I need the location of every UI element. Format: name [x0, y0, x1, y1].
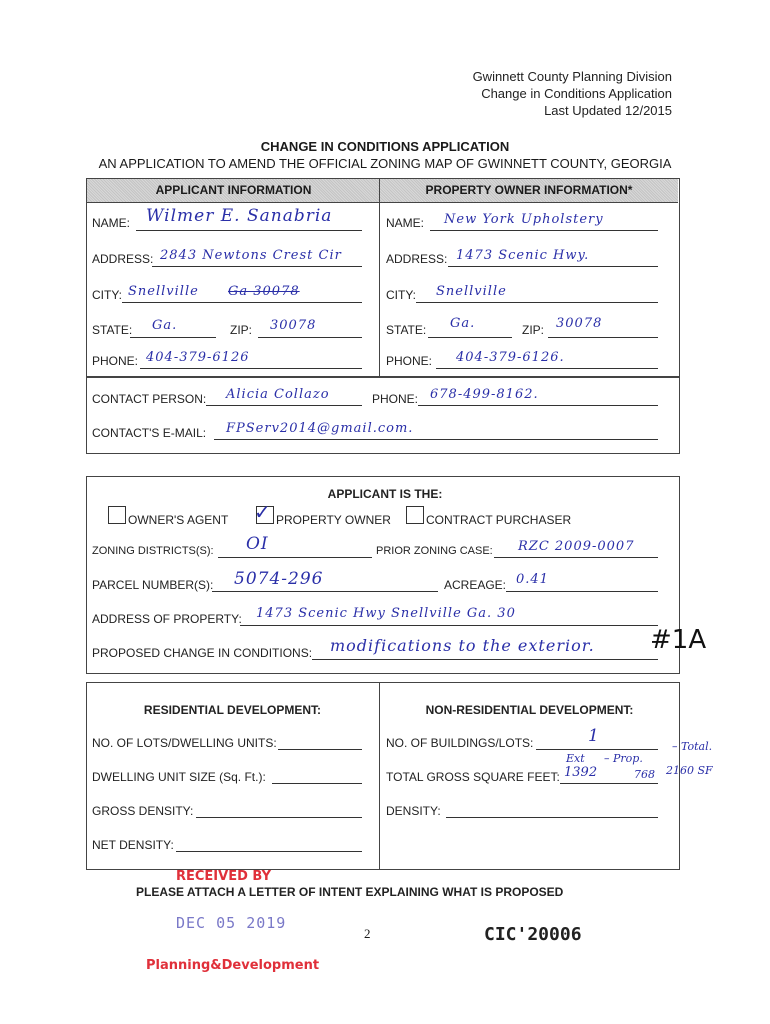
acreage-line	[506, 591, 658, 592]
proposed-change-line	[312, 659, 658, 660]
contact-phone-value[interactable]: 678-499-8162.	[430, 387, 539, 402]
applicant-phone-line	[140, 368, 362, 369]
owners-agent-label: OWNER'S AGENT	[128, 513, 229, 527]
applicant-name-label: NAME:	[92, 216, 131, 230]
sqft-ext-value[interactable]: 1392	[564, 765, 598, 780]
net-density-line	[176, 851, 362, 852]
received-stamp: RECEIVED BY	[176, 869, 272, 884]
applicant-phone-label: PHONE:	[92, 354, 139, 368]
owner-state-value[interactable]: Ga.	[450, 316, 476, 331]
case-number-stamp: CIC'20006	[484, 924, 582, 945]
header-updated: Last Updated 12/2015	[544, 103, 672, 118]
zoning-districts-label: ZONING DISTRICTS(S):	[92, 545, 214, 557]
owner-address-line	[448, 266, 658, 267]
proposed-change-label: PROPOSED CHANGE IN CONDITIONS:	[92, 646, 313, 660]
applicant-state-line	[130, 337, 216, 338]
prior-zoning-line	[494, 557, 658, 558]
owner-zip-line	[548, 337, 658, 338]
letter-of-intent-instruction: PLEASE ATTACH A LETTER OF INTENT EXPLAINING WHAT IS PROPOSED	[136, 885, 564, 899]
applicant-city-struck: Ga 30078	[228, 284, 300, 299]
department-stamp: Planning&Development	[146, 958, 320, 973]
owner-address-label: ADDRESS:	[386, 252, 448, 266]
lots-line	[278, 749, 362, 750]
buildings-line	[536, 749, 658, 750]
applicant-heading: APPLICANT INFORMATION	[87, 179, 380, 203]
owner-name-value[interactable]: New York Upholstery	[444, 212, 604, 227]
buildings-label: NO. OF BUILDINGS/LOTS:	[386, 736, 534, 750]
owner-phone-label: PHONE:	[386, 354, 433, 368]
contact-section	[86, 376, 680, 454]
owner-city-value[interactable]: Snellville	[436, 284, 507, 299]
property-address-label: ADDRESS OF PROPERTY:	[92, 612, 242, 626]
applicant-zip-line	[258, 337, 362, 338]
nonresidential-heading: NON-RESIDENTIAL DEVELOPMENT:	[425, 703, 634, 717]
unit-size-line	[272, 783, 362, 784]
parcel-line	[212, 591, 438, 592]
sqft-prop-value[interactable]: 768	[634, 768, 655, 781]
form-title: CHANGE IN CONDITIONS APPLICATION	[260, 139, 510, 154]
page-number: 2	[364, 926, 371, 941]
owner-address-value[interactable]: 1473 Scenic Hwy.	[456, 248, 590, 263]
applicant-city-line	[122, 302, 362, 303]
applicant-address-label: ADDRESS:	[92, 252, 154, 266]
contact-email-line	[214, 439, 658, 440]
gross-density-line	[196, 817, 362, 818]
owner-state-line	[428, 337, 512, 338]
owner-city-label: CITY:	[386, 288, 417, 302]
contract-purchaser-label: CONTRACT PURCHASER	[426, 513, 572, 527]
owner-heading: PROPERTY OWNER INFORMATION*	[380, 179, 678, 203]
header-division: Gwinnett County Planning Division	[472, 69, 672, 84]
applicant-city-value[interactable]: Snellville	[128, 284, 199, 299]
contact-phone-label: PHONE:	[372, 392, 419, 406]
owners-agent-checkbox[interactable]	[108, 506, 126, 524]
property-owner-checkmark: ✓	[254, 500, 272, 524]
lots-label: NO. OF LOTS/DWELLING UNITS:	[92, 736, 277, 750]
sqft-prop-note: – Prop.	[604, 752, 643, 765]
header-block	[473, 68, 672, 119]
density-label: DENSITY:	[386, 804, 441, 818]
contact-person-line	[206, 405, 362, 406]
zoning-districts-line	[218, 557, 372, 558]
owner-city-line	[416, 302, 658, 303]
applicant-state-value[interactable]: Ga.	[152, 318, 178, 333]
sqft-label: TOTAL GROSS SQUARE FEET:	[386, 770, 560, 784]
owner-phone-line	[436, 368, 658, 369]
parcel-label: PARCEL NUMBER(S):	[92, 578, 214, 592]
owner-zip-label: ZIP:	[522, 323, 545, 337]
net-density-label: NET DENSITY:	[92, 838, 174, 852]
applicant-address-value[interactable]: 2843 Newtons Crest Cir	[160, 248, 342, 263]
owner-phone-value[interactable]: 404-379-6126.	[456, 350, 565, 365]
sqft-ext-note: Ext	[566, 752, 585, 765]
property-owner-label: PROPERTY OWNER	[276, 513, 391, 527]
acreage-label: ACREAGE:	[444, 578, 507, 592]
owner-state-label: STATE:	[386, 323, 427, 337]
applicant-zip-value[interactable]: 30078	[270, 318, 317, 333]
property-address-value[interactable]: 1473 Scenic Hwy Snellville Ga. 30	[256, 606, 516, 621]
contact-person-label: CONTACT PERSON:	[92, 392, 207, 406]
contact-email-value[interactable]: FPServ2014@gmail.com.	[226, 421, 414, 436]
zoning-districts-value[interactable]: OI	[246, 534, 269, 554]
owner-name-line	[430, 230, 658, 231]
case-annotation: #1A	[650, 625, 707, 655]
received-date-stamp: DEC 05 2019	[176, 914, 287, 932]
sqft-total-note: – Total.	[672, 740, 713, 753]
owner-name-label: NAME:	[386, 216, 425, 230]
applicant-name-value[interactable]: Wilmer E. Sanabria	[146, 206, 333, 226]
property-address-line	[240, 625, 658, 626]
applicant-phone-value[interactable]: 404-379-6126	[146, 350, 250, 365]
gross-density-label: GROSS DENSITY:	[92, 804, 194, 818]
applicant-address-line	[152, 266, 362, 267]
applicant-name-line	[136, 230, 362, 231]
applicant-city-label: CITY:	[92, 288, 123, 302]
prior-zoning-label: PRIOR ZONING CASE:	[376, 545, 493, 557]
header-form-name: Change in Conditions Application	[481, 86, 672, 101]
applicant-state-label: STATE:	[92, 323, 133, 337]
density-line	[446, 817, 658, 818]
contact-phone-line	[418, 405, 658, 406]
proposed-change-value[interactable]: modifications to the exterior.	[330, 636, 595, 655]
prior-zoning-value[interactable]: RZC 2009-0007	[518, 539, 635, 554]
sqft-line	[560, 783, 658, 784]
contract-purchaser-checkbox[interactable]	[406, 506, 424, 524]
contact-person-value[interactable]: Alicia Collazo	[226, 387, 330, 402]
applicant-zip-label: ZIP:	[230, 323, 253, 337]
form-subtitle: AN APPLICATION TO AMEND THE OFFICIAL ZONING MAP OF GWINNETT COUNTY, GEORGIA	[98, 156, 672, 171]
info-divider	[379, 178, 380, 378]
owner-zip-value[interactable]: 30078	[556, 316, 603, 331]
acreage-value[interactable]: 0.41	[516, 572, 549, 587]
buildings-value[interactable]: 1	[588, 726, 600, 746]
unit-size-label: DWELLING UNIT SIZE (Sq. Ft.):	[92, 770, 266, 784]
parcel-value[interactable]: 5074-296	[234, 569, 324, 589]
residential-heading: RESIDENTIAL DEVELOPMENT:	[143, 703, 322, 717]
applicant-is-heading: APPLICANT IS THE:	[327, 487, 443, 501]
contact-email-label: CONTACT'S E-MAIL:	[92, 426, 207, 440]
sqft-total-value[interactable]: 2160 SF	[666, 764, 713, 777]
